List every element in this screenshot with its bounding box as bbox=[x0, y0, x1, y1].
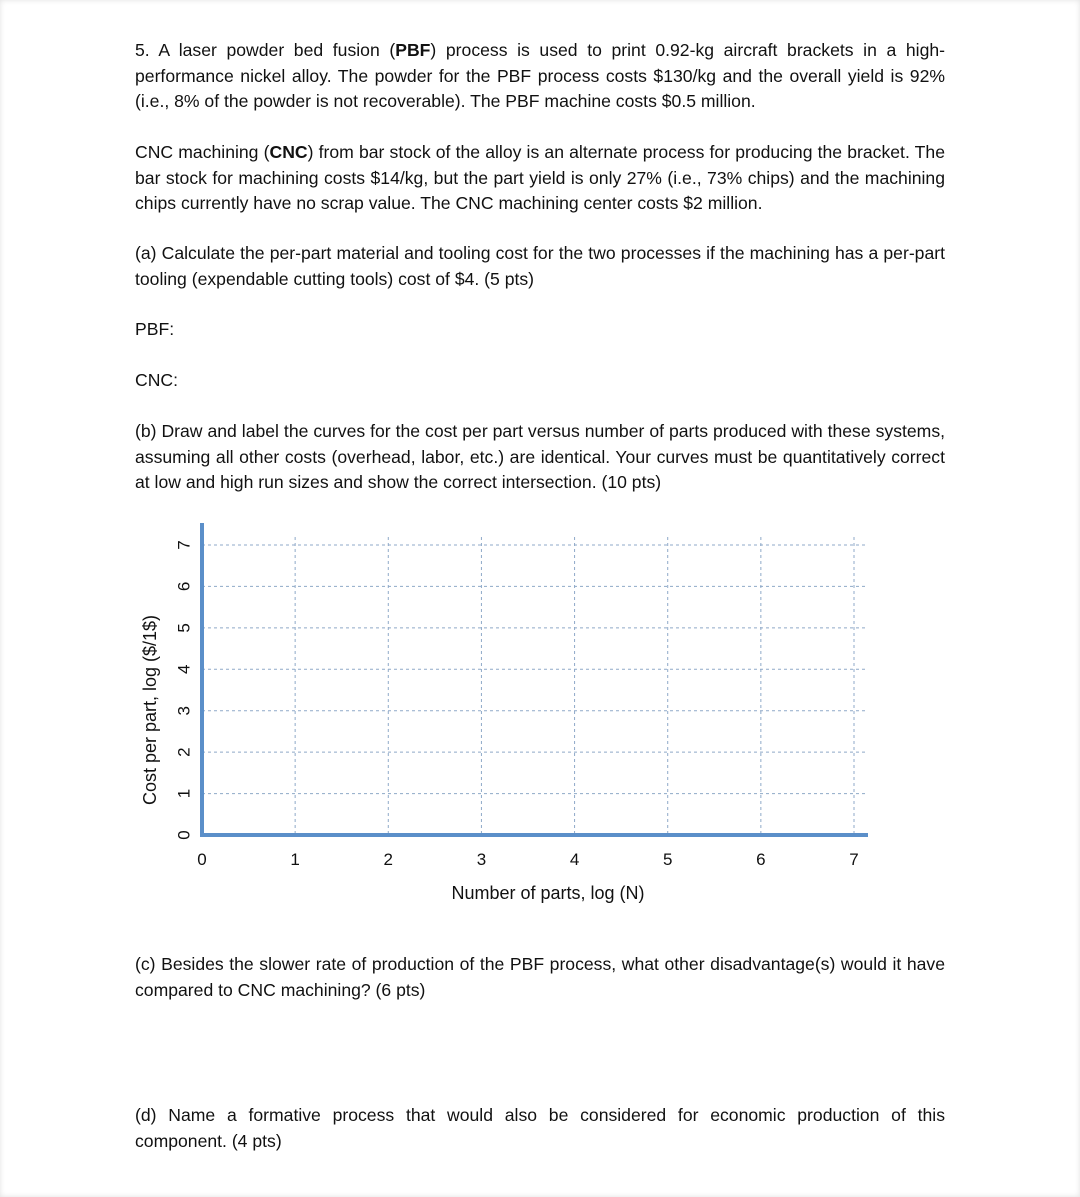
cnc-paragraph bbox=[135, 140, 945, 217]
x-tick-label-0: 0 bbox=[197, 850, 207, 869]
x-tick-label-5: 5 bbox=[662, 850, 673, 869]
intro-text-2: ) process is used to print 0.92-kg aircraft brackets in a high-performance nickel alloy. The powder for the PBF process costs $130/kg and the overall yield is 92% (i.e., 8% of the powder is not recoverable). The PBF machine costs $0.5 million. bbox=[135, 40, 945, 111]
x-tick-label-1: 1 bbox=[290, 850, 300, 869]
y-tick-label-6: 6 bbox=[174, 581, 194, 592]
y-tick-label-5: 5 bbox=[174, 623, 194, 633]
chart-axes bbox=[200, 523, 868, 837]
cnc-text-1: CNC machining ( bbox=[135, 142, 270, 162]
y-tick-label-2: 2 bbox=[174, 747, 194, 757]
y-axis-title: Cost per part, log ($/1$) bbox=[140, 614, 160, 806]
part-c-question: (c) Besides the slower rate of production of the PBF process, what other disadvantage(s) would it have compared to CNC machining? (6 pts) bbox=[135, 954, 945, 1000]
y-tick-label-3: 3 bbox=[174, 705, 194, 716]
chart-grid bbox=[202, 537, 866, 835]
part-a-question: (a) Calculate the per-part material and tooling cost for the two processes if the machining has a per-part tooling (expendable cutting tools) cost of $4. (5 pts) bbox=[135, 243, 945, 289]
y-tick-label-0: 0 bbox=[174, 830, 194, 840]
x-tick-label-2: 2 bbox=[383, 850, 394, 869]
x-tick-label-7: 7 bbox=[849, 850, 859, 869]
intro-text-1: A laser powder bed fusion ( bbox=[149, 40, 396, 60]
x-axis-title: Number of parts, log (N) bbox=[451, 883, 645, 903]
cnc-bold-cnc: CNC bbox=[269, 142, 308, 162]
cost-chart bbox=[130, 515, 890, 915]
y-tick-label-1: 1 bbox=[174, 788, 194, 799]
part-b-question: (b) Draw and label the curves for the cost per part versus number of parts produced with these systems, assuming all other costs (overhead, labor, etc.) are identical. Your curves must be quantitatively correct at low and high run sizes and show the correct intersection. (10 pts) bbox=[135, 421, 945, 492]
x-tick-label-3: 3 bbox=[476, 850, 487, 869]
intro-bold-pbf: PBF bbox=[395, 40, 431, 60]
y-tick-label-4: 4 bbox=[174, 664, 194, 675]
cnc-answer-label: CNC: bbox=[135, 370, 179, 390]
question-number: 5. bbox=[135, 40, 150, 60]
pbf-answer-label: PBF: bbox=[135, 319, 175, 339]
cost-chart-svg bbox=[130, 515, 890, 915]
y-tick-label-7: 7 bbox=[174, 540, 194, 550]
part-d-question: (d) Name a formative process that would also be considered for economic production of this component. (4 pts) bbox=[135, 1105, 945, 1151]
cnc-text-2: ) from bar stock of the alloy is an alternate process for producing the bracket. The bar stock for machining costs $14/kg, but the part yield is only 27% (i.e., 73% chips) and the machining chips currently have no scrap value. The CNC machining center costs $2 million. bbox=[135, 142, 945, 213]
x-tick-label-4: 4 bbox=[569, 850, 580, 869]
x-tick-label-6: 6 bbox=[756, 850, 766, 869]
question-intro bbox=[135, 38, 945, 115]
chart-ticks bbox=[175, 540, 859, 869]
